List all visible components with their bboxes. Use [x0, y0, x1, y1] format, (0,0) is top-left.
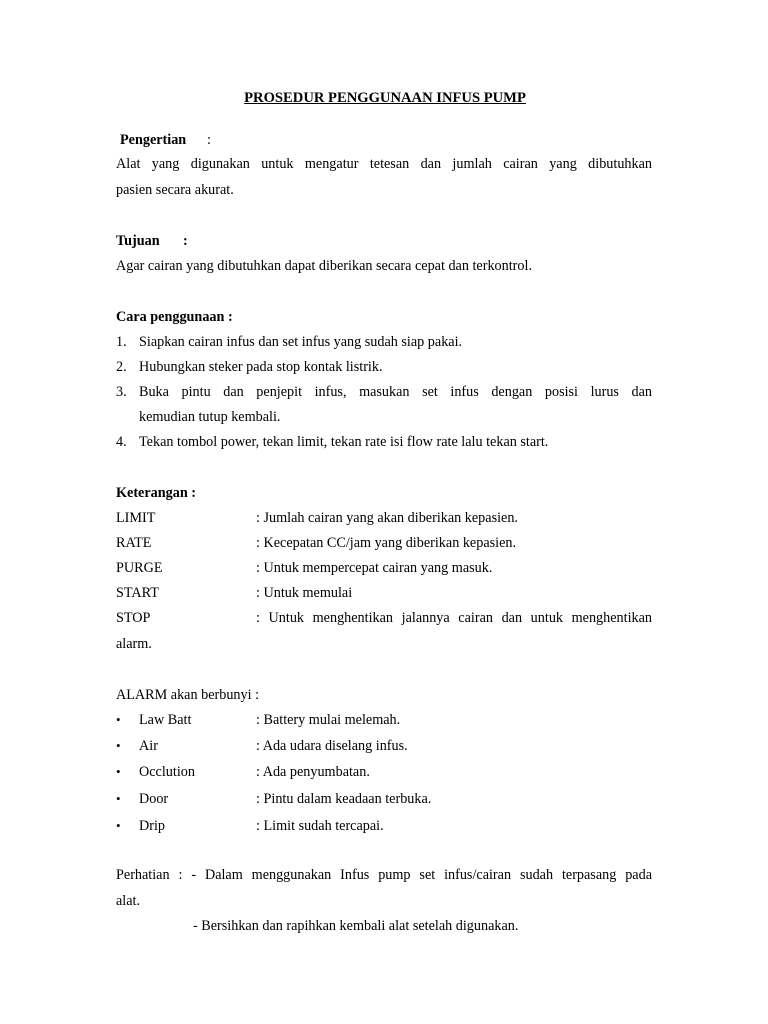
perhatian-line-3: - Bersihkan dan rapihkan kembali alat setelah digunakan.	[193, 918, 519, 934]
keterangan-desc: : Jumlah cairan yang akan diberikan kepasien.	[256, 510, 518, 526]
alarm-term: Air	[139, 738, 158, 754]
pengertian-line-1: Alat yang digunakan untuk mengatur tetesan dan jumlah cairan yang dibutuhkan	[116, 156, 652, 172]
bullet-icon: •	[116, 818, 121, 833]
keterangan-desc: : Kecepatan CC/jam yang diberikan kepasien.	[256, 535, 517, 551]
alarm-desc: : Ada penyumbatan.	[256, 764, 370, 780]
keterangan-desc-continued: alarm.	[116, 636, 152, 652]
step-text: Siapkan cairan infus dan set infus yang sudah siap pakai.	[139, 334, 463, 350]
bullet-icon: •	[116, 712, 121, 727]
pengertian-colon: :	[207, 132, 211, 148]
step-number: 1.	[116, 334, 127, 350]
bullet-icon: •	[116, 764, 121, 779]
keterangan-term: RATE	[116, 535, 152, 551]
alarm-term: Law Batt	[139, 712, 192, 728]
alarm-heading: ALARM akan berbunyi :	[116, 687, 260, 703]
alarm-desc: : Pintu dalam keadaan terbuka.	[256, 791, 432, 807]
step-number: 2.	[116, 359, 127, 375]
keterangan-term: LIMIT	[116, 510, 156, 526]
cara-heading: Cara penggunaan :	[116, 309, 233, 325]
keterangan-desc: : Untuk memulai	[256, 585, 353, 601]
step-number: 4.	[116, 434, 127, 450]
step-text: Tekan tombol power, tekan limit, tekan rate isi flow rate lalu tekan start.	[139, 434, 549, 450]
pengertian-heading: Pengertian	[120, 132, 187, 148]
alarm-desc: : Limit sudah tercapai.	[256, 818, 384, 834]
step-number: 3.	[116, 384, 127, 400]
keterangan-term: PURGE	[116, 560, 163, 576]
alarm-term: Drip	[139, 818, 166, 834]
tujuan-heading: Tujuan	[116, 233, 160, 249]
perhatian-line-1: Perhatian : - Dalam menggunakan Infus pump set infus/cairan sudah terpasang pada	[116, 867, 652, 883]
pengertian-line-2: pasien secara akurat.	[116, 182, 234, 198]
keterangan-desc: : Untuk mempercepat cairan yang masuk.	[256, 560, 493, 576]
keterangan-term: STOP	[116, 610, 151, 626]
bullet-icon: •	[116, 738, 121, 753]
step-text-continued: kemudian tutup kembali.	[139, 409, 281, 425]
alarm-desc: : Ada udara diselang infus.	[256, 738, 408, 754]
alarm-term: Occlution	[139, 764, 195, 780]
bullet-icon: •	[116, 791, 121, 806]
keterangan-heading: Keterangan :	[116, 485, 196, 501]
keterangan-desc: : Untuk menghentikan jalannya cairan dan untuk menghentikan	[256, 610, 652, 626]
step-text: Hubungkan steker pada stop kontak listrik.	[139, 359, 383, 375]
tujuan-text: Agar cairan yang dibutuhkan dapat diberikan secara cepat dan terkontrol.	[116, 258, 532, 274]
alarm-desc: : Battery mulai melemah.	[256, 712, 401, 728]
keterangan-term: START	[116, 585, 159, 601]
tujuan-colon: :	[183, 233, 188, 249]
alarm-term: Door	[139, 791, 169, 807]
document-title: PROSEDUR PENGGUNAAN INFUS PUMP	[244, 90, 526, 106]
perhatian-line-2: alat.	[116, 893, 141, 909]
step-text: Buka pintu dan penjepit infus, masukan set infus dengan posisi lurus dan	[139, 384, 652, 400]
